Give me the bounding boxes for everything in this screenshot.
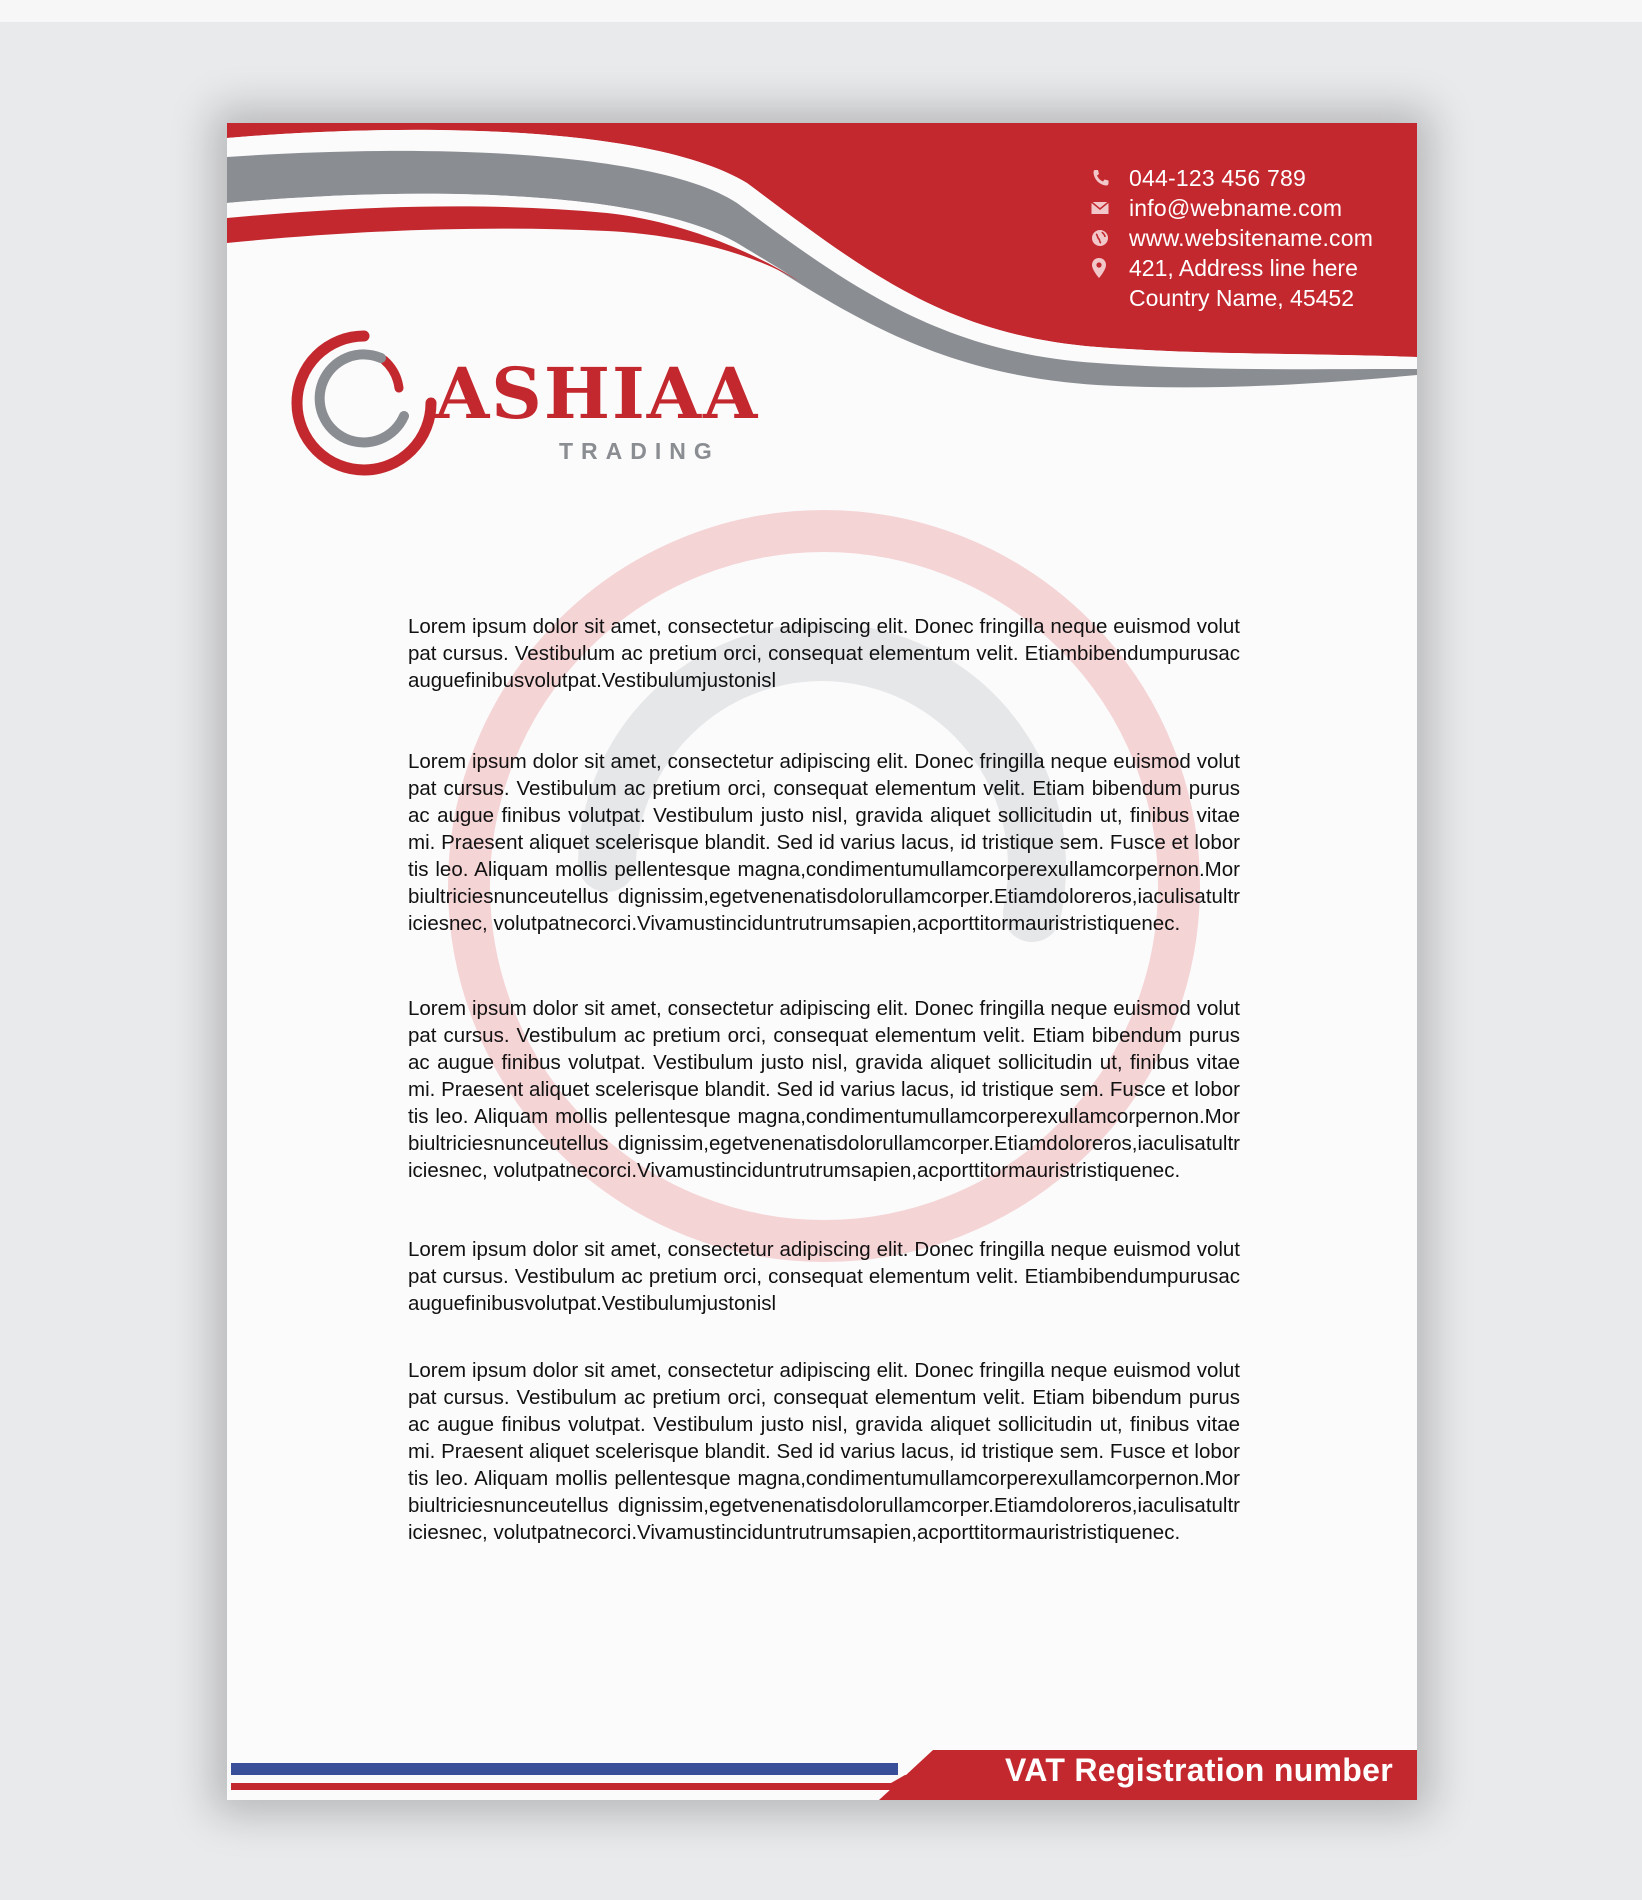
body-paragraph-5: Lorem ipsum dolor sit amet, consectetur adipiscing elit. Donec fringilla neque euismod volutpat cursus. Vestibulum ac pretium orci, consequat elementum velit. Etiam bibendum purus ac augue finibus volutpat. Vestibulum justo nisl, gravida aliquet sollicitudin ut, finibus vitae mi. Praesent aliquet scelerisque blandit. Sed id varius lacus, id tristique sem. Fusce et lobortis leo. Aliquam mollis pellentesque magna,condimentumullamcorperexullamcorpernon.Morbiultriciesnunceutellus dignissim,egetvenenatisdolorullamcorper.Etiamdoloreros,iaculisatultriciesnec, volutpatnecorci.Vivamustinciduntrutrumsapien,acporttitormauristristiquenec. xyxy=(408,1359,1240,1544)
logo-subtitle: TRADING xyxy=(559,438,720,464)
body-paragraph-3: Lorem ipsum dolor sit amet, consectetur adipiscing elit. Donec fringilla neque euismod volutpat cursus. Vestibulum ac pretium orci, consequat elementum velit. Etiam bibendum purus ac augue finibus volutpat. Vestibulum justo nisl, gravida aliquet sollicitudin ut, finibus vitae mi. Praesent aliquet scelerisque blandit. Sed id varius lacus, id tristique sem. Fusce et lobortis leo. Aliquam mollis pellentesque magna,condimentumullamcorperexullamcorpernon.Morbiultriciesnunceutellus dignissim,egetvenenatisdolorullamcorper.Etiamdoloreros,iaculisatultriciesnec, volutpatnecorci.Vivamustinciduntrutrumsapien,acporttitormauristristiquenec. xyxy=(408,997,1240,1182)
contact-website[interactable]: www.websitename.com xyxy=(1129,225,1374,251)
vat-registration-label: VAT Registration number xyxy=(1005,1752,1393,1788)
letterhead-sheet xyxy=(227,123,1417,1800)
background-top-strip xyxy=(0,0,1642,22)
contact-email[interactable]: info@webname.com xyxy=(1129,195,1343,221)
footer-red-thin-stripe xyxy=(231,1775,911,1790)
body-paragraph-1: Lorem ipsum dolor sit amet, consectetur adipiscing elit. Donec fringilla neque euismod volutpat cursus. Vestibulum ac pretium orci, consequat elementum velit. Etiambibendumpurusacauguefinibusvolutpat.Vestibulumjustonisl xyxy=(408,615,1240,692)
body-paragraph-4: Lorem ipsum dolor sit amet, consectetur adipiscing elit. Donec fringilla neque euismod volutpat cursus. Vestibulum ac pretium orci, consequat elementum velit. Etiambibendumpurusacauguefinibusvolutpat.Vestibulumjustonisl xyxy=(408,1238,1240,1315)
footer-blue-stripe xyxy=(231,1763,898,1775)
contact-phone[interactable]: 044-123 456 789 xyxy=(1129,165,1306,191)
logo-wordmark: ASHIAA xyxy=(435,352,760,435)
address-line-1: 421, Address line here xyxy=(1129,255,1358,281)
address-line-2: Country Name, 45452 xyxy=(1129,285,1355,311)
footer-band xyxy=(227,123,1417,1800)
body-paragraph-2: Lorem ipsum dolor sit amet, consectetur adipiscing elit. Donec fringilla neque euismod volutpat cursus. Vestibulum ac pretium orci, consequat elementum velit. Etiam bibendum purus ac augue finibus volutpat. Vestibulum justo nisl, gravida aliquet sollicitudin ut, finibus vitae mi. Praesent aliquet scelerisque blandit. Sed id varius lacus, id tristique sem. Fusce et lobortis leo. Aliquam mollis pellentesque magna,condimentumullamcorperexullamcorpernon.Morbiultriciesnunceutellus dignissim,egetvenenatisdolorullamcorper.Etiamdoloreros,iaculisatultriciesnec, volutpatnecorci.Vivamustinciduntrutrumsapien,acporttitormauristristiquenec. xyxy=(408,750,1240,935)
